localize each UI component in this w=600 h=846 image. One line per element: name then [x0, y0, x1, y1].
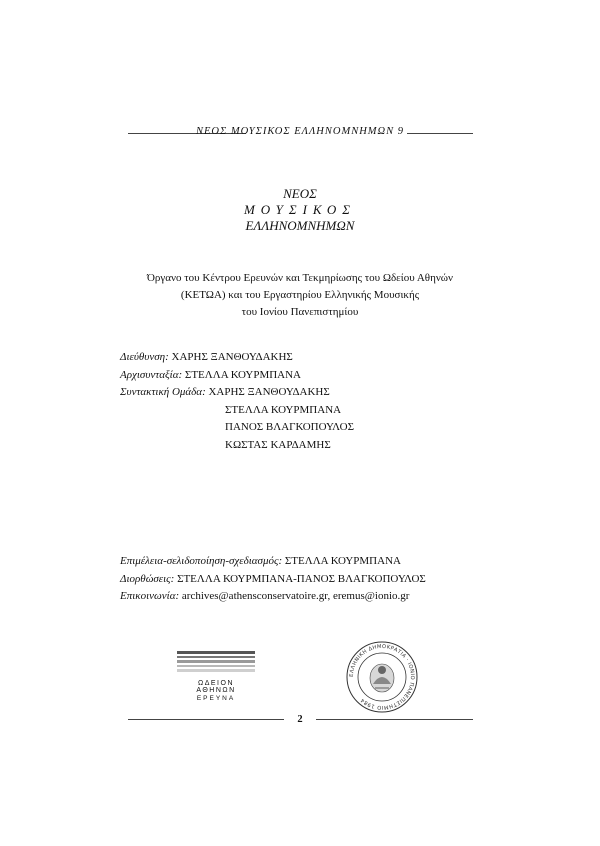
proof-label: Διορθώσεις:: [120, 572, 175, 585]
description-line-3: του Ιονίου Πανεπιστημίου: [241, 306, 359, 318]
logo-subtitle: ΕΡΕΥΝΑ: [196, 694, 236, 702]
athens-conservatoire-logo: [177, 651, 255, 702]
director-label: Διεύθυνση:: [120, 351, 169, 363]
logo-bar: [177, 665, 255, 668]
running-header: ΝΕΟΣ ΜΟΥΣΙΚΟΣ ΕΛΛΗΝΟΜΝΗΜΩΝ 9: [195, 126, 405, 137]
journal-title-line-1: ΝΕΟΣ: [283, 186, 317, 201]
contact-label: Επικοινωνία:: [120, 590, 180, 602]
logo-bar: [177, 660, 255, 663]
editorial-row: [120, 384, 354, 402]
proof-row: [120, 571, 426, 589]
proof-name: ΣΤΕΛΛΑ ΚΟΥΡΜΠΑΝΑ-ΠΑΝΟΣ ΒΛΑΓΚΟΠΟΥΛΟΣ: [177, 572, 426, 585]
chief-editor-row: [120, 367, 354, 385]
layout-label: Επιμέλεια-σελιδοποίηση-σχεδιασμός:: [120, 555, 283, 567]
editorial-member: ΣΤΕΛΛΑ ΚΟΥΡΜΠΑΝΑ: [225, 403, 342, 416]
editorial-member: ΠΑΝΟΣ ΒΛΑΓΚΟΠΟΥΛΟΣ: [225, 421, 355, 433]
logo-bar: [177, 656, 255, 659]
credits: [120, 553, 426, 606]
description-line-1: Όργανο του Κέντρου Ερευνών και Τεκμηρίωσης του Ωδείου Αθηνών: [146, 272, 454, 284]
seal-text: ΕΛΛΗΝΙΚΗ ΔΗΜΟΚΡΑΤΙΑ · ΙΟΝΙΟ ΠΑΝΕΠΙΣΤΗΜΙΟ 1984: [348, 643, 416, 711]
journal-title-line-2: ΜΟΥΣΙΚΟΣ: [243, 202, 357, 217]
contact-emails: archives@athensconservatoire.gr, eremus@ionio.gr: [181, 590, 410, 602]
page-number: 2: [297, 714, 303, 725]
logo-bar: [177, 651, 255, 654]
journal-title-line-3: ΕΛΛΗΝΟΜΝΗΜΩΝ: [245, 218, 355, 233]
journal-description: [0, 270, 600, 321]
logo-name: ΩΔΕΙΟΝ ΑΘΗΝΩΝ: [196, 679, 236, 694]
staff-list: [120, 349, 354, 454]
editorial-member: ΚΩΣΤΑΣ ΚΑΡΔΑΜΗΣ: [225, 438, 331, 451]
journal-title: [0, 186, 600, 234]
footer-rule-right: [316, 719, 473, 720]
chief-editor-label: Αρχισυνταξία:: [120, 368, 183, 381]
logo-bar: [177, 669, 255, 672]
chief-editor-name: ΣΤΕΛΛΑ ΚΟΥΡΜΠΑΝΑ: [184, 368, 302, 381]
editorial-member: ΧΑΡΗΣ ΞΑΝΘΟΥΔΑΚΗΣ: [208, 386, 330, 398]
contact-row: [120, 588, 426, 606]
header-rule-right: [407, 133, 473, 134]
ionian-university-seal-icon: [345, 640, 419, 714]
director-name: ΧΑΡΗΣ ΞΑΝΘΟΥΔΑΚΗΣ: [171, 351, 293, 363]
director-row: [120, 349, 354, 367]
layout-name: ΣΤΕΛΛΑ ΚΟΥΡΜΠΑΝΑ: [284, 555, 401, 567]
description-line-2: (ΚΕΤΩΑ) και του Εργαστηρίου Ελληνικής Μουσικής: [180, 289, 420, 301]
editorial-label: Συντακτική Ομάδα:: [120, 386, 206, 398]
layout-row: [120, 553, 426, 571]
